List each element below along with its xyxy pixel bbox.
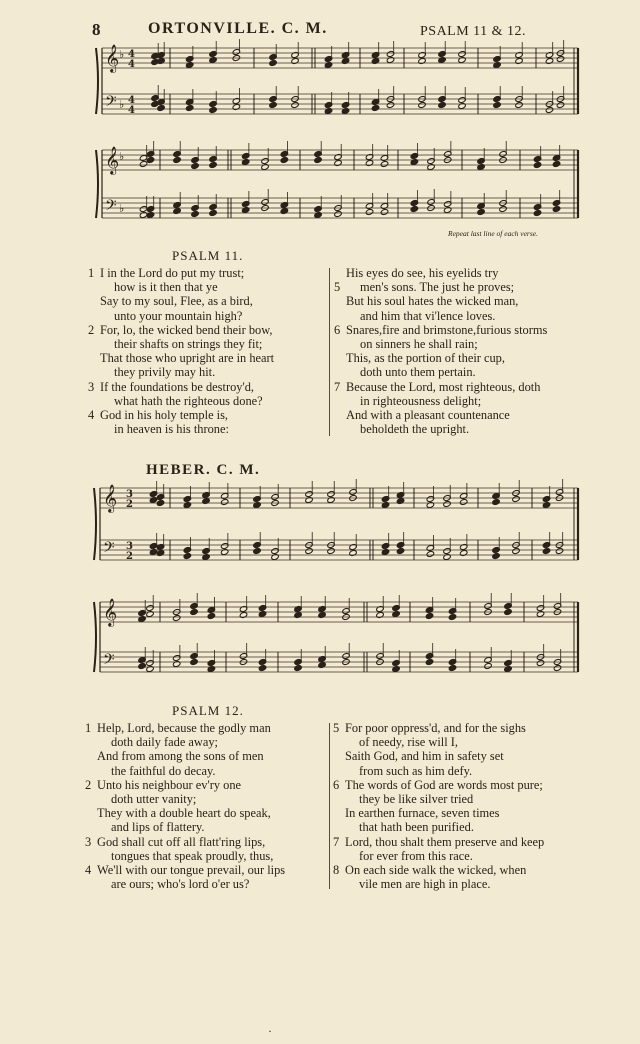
verse-line [88,323,323,337]
note-head [324,108,332,115]
verse-text: Snares,fire and brimstone,furious storms [346,322,548,337]
note-head [545,107,553,114]
note-head [381,502,389,509]
time-signature: 2 [126,551,133,562]
verse-text: tongues that speak proudly, thus, [111,848,274,863]
verse-line [334,294,584,308]
verse-line [334,337,584,351]
note-head [341,108,349,115]
verse-text: Help, Lord, because the godly man [97,721,271,735]
note-head [207,613,215,620]
verse-text: This, as the portion of their cup, [346,351,505,366]
time-signature: 3 [126,541,133,552]
verse-text: that hath been purified. [359,820,474,835]
verse-text: They with a double heart do speak, [97,806,271,821]
verse-number: 5 [334,280,341,295]
note-head [443,207,451,214]
note-head [349,550,357,557]
verse-line [85,806,330,820]
note-head [191,211,199,218]
note-head [190,659,198,666]
treble-clef: 𝄞 [103,484,118,512]
note-head [438,102,446,109]
verse-line [333,849,588,863]
note-head [191,163,199,170]
time-signature: 4 [128,95,135,106]
verse-text: The words of God are words most pure; [345,777,543,792]
key-signature-flat: ♭ [119,48,125,61]
verse-text: Because the Lord, most righteous, doth [346,379,541,394]
verse-number: 4 [88,407,95,422]
note-head [185,105,193,112]
verse-text: On each side walk the wicked, when [345,862,527,877]
note-head [146,611,154,618]
note-head [371,105,379,112]
note-head [271,554,279,561]
verse-line [88,294,323,308]
brace [94,602,96,672]
verse-text: God in his holy temple is, [100,407,229,422]
note-head [220,549,228,556]
verse-text: the faithful do decay. [111,763,216,778]
note-head [318,612,326,619]
verse-line [333,877,588,891]
verse-line [333,764,588,778]
music-system [96,141,578,218]
note-head [418,102,426,109]
note-head [173,208,181,215]
psalm-11-right-column [334,266,584,436]
verse-text: For poor oppress'd, and for the sighs [345,721,526,735]
verse-text: Unto his neighbour ev'ry one [97,777,242,792]
verse-text: beholdeth the upright. [360,422,470,437]
note-head [504,609,512,616]
verse-text: But his soul hates the wicked man, [346,294,519,309]
verse-line [334,380,584,394]
note-head [156,500,164,507]
verse-number: 1 [85,721,92,735]
note-head [190,609,198,616]
verse-text: doth utter vanity; [111,791,197,806]
column-divider [329,723,330,889]
verse-line [334,408,584,422]
verse-line [333,749,588,763]
note-head [241,207,249,214]
note-head [555,548,563,555]
time-signature: 4 [128,59,135,70]
verse-number: 7 [334,379,341,394]
verse-line [85,820,330,834]
brace [96,150,98,218]
verse-line [334,365,584,379]
verse-text: they be like silver tried [359,791,474,806]
note-head [253,548,261,555]
note-head [334,160,342,167]
note-head [209,162,217,169]
page-number: 8 [92,20,101,39]
note-head [183,553,191,560]
note-head [269,60,277,67]
verse-line [88,380,323,394]
verse-text: what hath the righteous done? [114,393,263,408]
note-head [185,62,193,69]
bass-clef: 𝄢 [105,93,117,114]
note-head [146,212,154,219]
note-head [533,162,541,169]
music-system [94,479,578,562]
note-head [209,210,217,217]
psalm-12-heading: PSALM 12. [172,703,244,718]
note-head [183,502,191,509]
verse-line [85,778,330,792]
bass-clef: 𝄢 [103,539,115,560]
treble-clef: 𝄞 [103,598,118,626]
psalm-12-right-column [333,721,588,891]
note-head [536,660,544,667]
note-head [443,501,451,508]
note-head [410,159,418,166]
brace [94,488,96,560]
note-head [499,206,507,213]
note-head [556,102,564,109]
verse-line [333,863,588,877]
note-head [396,548,404,555]
note-head [542,548,550,555]
note-head [146,666,154,673]
note-head [380,209,388,216]
verse-text: Lord, thou shalt them preserve and keep [345,834,545,849]
verse-text: in righteousness delight; [360,393,482,408]
note-head [515,58,523,65]
note-head [341,58,349,65]
note-head [305,497,313,504]
verse-line [85,849,330,863]
note-head [261,164,269,171]
note-head [392,611,400,618]
note-head [149,549,157,556]
verse-text: unto your mountain high? [114,308,243,323]
verse-text: His eyes do see, his eyelids try [346,266,499,280]
note-head [157,58,165,65]
music-system [96,39,578,116]
note-head [314,157,322,164]
note-head [253,502,261,509]
verse-line [88,280,323,294]
note-head [427,164,435,171]
note-head [512,496,520,503]
note-head [327,548,335,555]
note-head [426,551,434,558]
tune-title-ortonville: ORTONVILLE. C. M. [148,20,328,37]
note-head [493,62,501,69]
repeat-instruction: Repeat last line of each verse. [448,229,538,238]
time-signature: 4 [128,49,135,60]
note-head [386,57,394,64]
verse-number: 6 [334,322,341,337]
verse-line [334,266,584,280]
note-head [533,210,541,217]
note-head [294,665,302,672]
note-head [410,206,418,213]
verse-text: Saith God, and him in safety set [345,749,504,764]
verse-number: 2 [88,322,95,337]
note-head [241,159,249,166]
note-head [318,662,326,669]
note-head [386,102,394,109]
note-head [220,499,228,506]
note-head [202,554,210,561]
note-head [258,611,266,618]
verse-number: 3 [88,379,95,394]
verse-text: from such as him defy. [359,763,473,778]
note-head [314,212,322,219]
note-head [239,612,247,619]
note-head [324,62,332,69]
verse-line [333,806,588,820]
note-head [492,499,500,506]
note-head [426,502,434,509]
time-signature: 4 [128,105,135,116]
note-head [365,160,373,167]
verse-line [88,351,323,365]
bass-clef: 𝄢 [105,197,117,218]
note-head [173,157,181,164]
verse-number: 1 [88,266,95,280]
note-head [280,157,288,164]
note-head [459,550,467,557]
note-head [425,613,433,620]
verse-number: 8 [333,862,340,877]
note-head [280,208,288,215]
verse-text: and him that vi'lence loves. [360,308,496,323]
note-head [556,56,564,63]
note-head [448,614,456,621]
verse-text: their shafts on strings they fit; [114,336,263,351]
note-head [371,58,379,65]
note-head [202,498,210,505]
note-head [207,666,215,673]
note-head [458,103,466,110]
note-head [305,548,313,555]
verse-number: 5 [333,721,340,735]
ortonville-score [0,38,640,234]
verse-line [88,337,323,351]
verse-line [334,280,584,294]
time-signature: 2 [126,499,133,510]
verse-line [85,835,330,849]
treble-clef: 𝄞 [105,146,120,174]
note-head [294,612,302,619]
verse-number: 2 [85,777,92,792]
verse-line [85,721,330,735]
verse-line [334,422,584,436]
verse-line [88,365,323,379]
note-head [138,663,146,670]
verse-number: 4 [85,862,92,877]
note-head [477,164,485,171]
key-signature-flat: ♭ [119,150,125,163]
note-head [553,665,561,672]
note-head [459,499,467,506]
key-signature-flat: ♭ [119,98,125,111]
verse-text: If the foundations be destroy'd, [100,379,254,394]
verse-text: of needy, rise will I, [359,735,458,750]
note-head [396,498,404,505]
note-head [376,612,384,619]
verse-line [333,820,588,834]
verse-line [333,792,588,806]
verse-text: For, lo, the wicked bend their bow, [100,322,273,337]
note-head [438,57,446,64]
note-head [493,102,501,109]
verse-text: doth daily fade away; [111,735,219,750]
note-head [448,665,456,672]
note-head [209,57,217,64]
verse-text: That those who upright are in heart [100,351,275,366]
note-head [484,663,492,670]
verse-line [85,764,330,778]
tune-title-heber: HEBER. C. M. [146,462,261,478]
note-head [458,57,466,64]
verse-text: We'll with our tongue prevail, our lips [97,862,286,877]
verse-line [88,422,323,436]
note-head [552,206,560,213]
key-signature-flat: ♭ [119,202,125,215]
note-head [477,209,485,216]
note-head [418,58,426,65]
verse-text: they privily may hit. [114,365,216,380]
verse-line [334,309,584,323]
verse-text: on sinners he shall rain; [360,336,478,351]
note-head [380,161,388,168]
note-head [504,666,512,673]
verse-text: I in the Lord do put my trust; [100,266,245,280]
verse-line [333,721,588,735]
verse-line [334,394,584,408]
verse-text: In earthen furnace, seven times [345,806,500,821]
psalm-11-heading: PSALM 11. [172,248,244,263]
note-head [515,102,523,109]
psalm-reference: PSALM 11 & 12. [420,24,527,39]
verse-text: doth unto them pertain. [360,365,476,380]
verse-text: for ever from this race. [359,848,473,863]
verse-text: And from among the sons of men [97,749,264,764]
verse-text: Say to my soul, Flee, as a bird, [100,294,253,309]
note-head [443,554,451,561]
verse-line [88,394,323,408]
note-head [492,553,500,560]
verse-text: God shall cut off all flatt'ring lips, [97,834,266,849]
verse-line [85,863,330,877]
printer-mark: · [268,1024,272,1038]
note-head [232,104,240,111]
note-head [291,102,299,109]
note-head [327,497,335,504]
verse-line [88,309,323,323]
note-head [172,661,180,668]
verse-text: And with a pleasant countenance [346,407,510,422]
verse-line [88,408,323,422]
note-head [258,665,266,672]
note-head [156,550,164,557]
note-head [334,211,342,218]
bass-clef: 𝄢 [103,651,115,672]
verse-text: in heaven is his throne: [114,422,229,437]
psalm-12-left-column [85,721,330,891]
verse-line [334,323,584,337]
note-head [542,502,550,509]
time-signature: 3 [126,489,133,500]
note-head [552,161,560,168]
note-head [365,209,373,216]
note-head [269,102,277,109]
verse-number: 6 [333,777,340,792]
heber-score [0,478,640,690]
note-head [172,615,180,622]
note-head [139,161,147,168]
music-system [94,593,578,672]
note-head [536,611,544,618]
verse-line [88,266,323,280]
verse-line [85,735,330,749]
verse-line [333,735,588,749]
note-head [291,58,299,65]
verse-line [85,877,330,891]
psalm-11-left-column [88,266,323,436]
verse-number: 3 [85,834,92,849]
note-head [392,666,400,673]
verse-line [333,778,588,792]
verse-text: how is it then that ye [114,280,218,295]
verse-line [85,749,330,763]
note-head [381,549,389,556]
verse-text: men's sons. The just he proves; [360,280,515,295]
note-head [209,107,217,114]
verse-text: and lips of flattery. [111,820,205,835]
verse-line [334,351,584,365]
column-divider [329,268,330,436]
verse-line [85,792,330,806]
verse-line [333,835,588,849]
verse-text: are ours; who's lord o'er us? [111,877,250,892]
note-head [512,548,520,555]
treble-clef: 𝄞 [105,44,120,72]
note-head [545,58,553,65]
note-head [138,616,146,623]
verse-text: vile men are high in place. [359,877,491,892]
note-head [425,659,433,666]
brace [96,48,98,114]
verse-number: 7 [333,834,340,849]
